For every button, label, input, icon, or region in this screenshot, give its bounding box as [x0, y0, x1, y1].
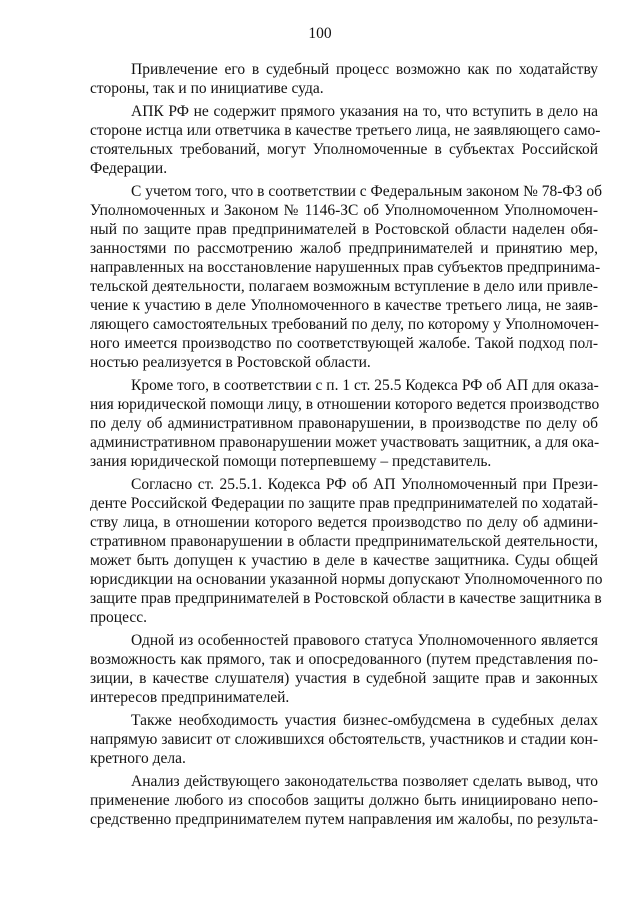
- text-line: направленных на восстановление нарушенных прав субъектов предпринима-: [90, 259, 601, 276]
- paragraph: [90, 60, 598, 98]
- text-line: тельской деятельности, полагаем возможным вступление в дело или привле-: [90, 278, 598, 295]
- document-body: [90, 60, 603, 833]
- text-line: средственно предпринимателем путем направления им жалобы, по результа-: [90, 811, 598, 828]
- text-line: ния юридической помощи лицу, в отношении которого ведется производство: [90, 396, 600, 413]
- text-line: возможность как прямого, так и опосредованного (путем представления по-: [90, 651, 598, 668]
- text-line: Уполномоченных и Законом № 1146-ЗС об Уполномоченном Уполномочен-: [90, 202, 598, 219]
- text-line: применение любого из способов защиты должно быть инициировано непо-: [90, 792, 598, 809]
- text-line: стративном правонарушении в области предпринимательской деятельности,: [90, 533, 598, 550]
- text-line: зания юридической помощи потерпевшему – представитель.: [90, 453, 492, 470]
- paragraph: [90, 631, 598, 707]
- text-line: может быть допущен к участию в деле в качестве защитника. Суды общей: [90, 552, 598, 569]
- text-line: занностями по рассмотрению жалоб предпринимателей и принятию мер,: [90, 240, 598, 257]
- text-line: интересов предпринимателей.: [90, 689, 290, 706]
- paragraph: [90, 102, 601, 178]
- text-line: Анализ действующего законодательства позволяет сделать вывод, что: [131, 773, 598, 790]
- text-line: С учетом того, что в соответствии с Федеральным законом № 78-ФЗ об: [131, 183, 602, 200]
- text-line: Согласно ст. 25.5.1. Кодекса РФ об АП Уполномоченный при Прези-: [131, 476, 598, 493]
- text-line: кретного дела.: [90, 750, 186, 767]
- text-line: процесс.: [90, 609, 147, 626]
- text-line: Кроме того, в соответствии с п. 1 ст. 25.5 Кодекса РФ об АП для оказа-: [131, 377, 599, 394]
- text-line: защите прав предпринимателей в Ростовской области в качестве защитника в: [90, 590, 602, 607]
- text-line: административном правонарушении может участвовать защитник, а для ока-: [90, 434, 600, 451]
- text-line: ству лица, в отношении которого ведется производство по делу об админи-: [90, 514, 598, 531]
- text-line: ляющего самостоятельных требований по делу, по которому у Уполномочен-: [90, 316, 599, 333]
- text-line: Федерации.: [90, 160, 168, 177]
- text-line: Привлечение его в судебный процесс возможно как по ходатайству: [131, 61, 598, 78]
- text-line: юрисдикции на основании указанной нормы допускают Уполномоченного по: [90, 571, 603, 588]
- paragraph: [90, 475, 603, 627]
- paragraph: [90, 772, 598, 829]
- text-line: зиции, в качестве слушателя) участия в судебной защите прав и законных: [90, 670, 598, 687]
- text-line: напрямую зависит от сложившихся обстоятельств, участников и стадии кон-: [90, 731, 598, 748]
- text-line: Также необходимость участия бизнес-омбудсмена в судебных делах: [131, 712, 598, 729]
- page-number: 100: [308, 25, 332, 42]
- text-line: стороне истца или ответчика в качестве третьего лица, не заявляющего само-: [90, 122, 601, 139]
- text-line: АПК РФ не содержит прямого указания на то, что вступить в дело на: [131, 103, 598, 120]
- text-line: чение к участию в деле Уполномоченного в качестве третьего лица, не заяв-: [90, 297, 598, 314]
- paragraph: [90, 182, 602, 372]
- text-line: Одной из особенностей правового статуса Уполномоченного является: [131, 632, 598, 649]
- text-line: ностью реализуется в Ростовской области.: [90, 354, 371, 371]
- text-line: денте Российской Федерации по защите прав предпринимателей по ходатай-: [90, 495, 598, 512]
- paragraph: [90, 711, 598, 768]
- text-line: стоятельных требований, могут Уполномоченные в субъектах Российской: [90, 141, 598, 158]
- text-line: ного имеется производство по соответствующей жалобе. Такой подход пол-: [90, 335, 598, 352]
- text-line: ный по защите прав предпринимателей в Ростовской области наделен обя-: [90, 221, 598, 238]
- text-line: по делу об административном правонарушении, в производстве по делу об: [90, 415, 598, 432]
- paragraph: [90, 376, 598, 471]
- text-line: стороны, так и по инициативе суда.: [90, 80, 324, 97]
